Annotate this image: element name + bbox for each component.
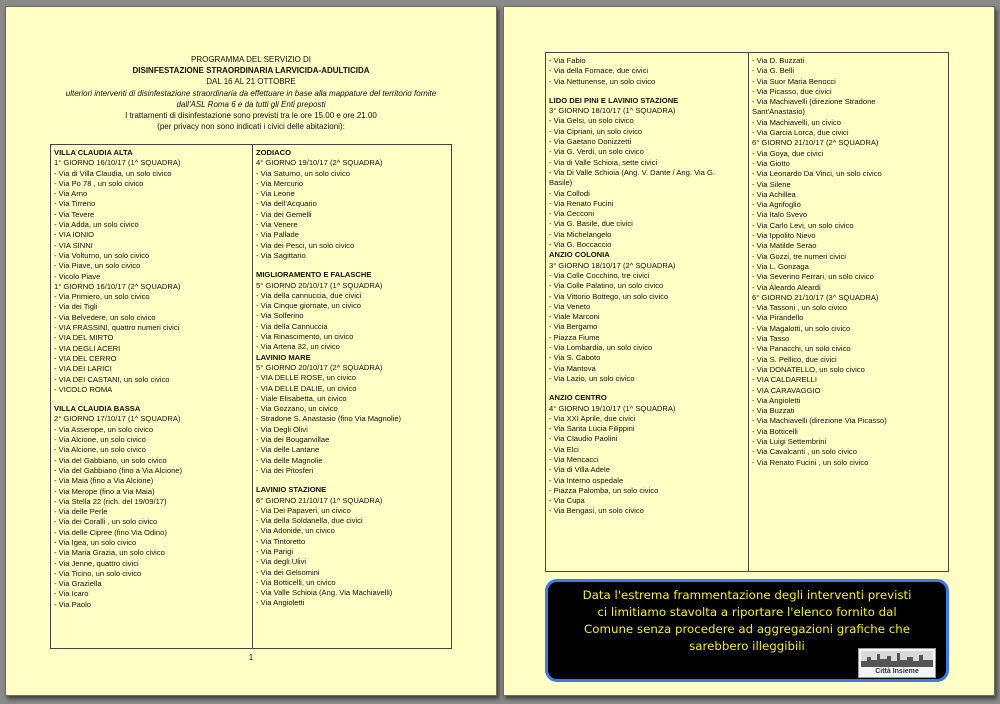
street-entry: - Via Leone — [256, 189, 295, 199]
street-entry: - Via Lazio, un solo civico — [549, 373, 635, 383]
street-entry: - Via delle Lantane — [256, 445, 320, 455]
street-entry: - Via Carlo Levi, un solo civico — [752, 220, 854, 230]
street-entry: - Via Parigi — [256, 546, 294, 556]
street-entry: - VICOLO ROMA — [54, 384, 113, 394]
street-entry: - Via Tirreno — [54, 199, 96, 209]
header-line: DAL 16 AL 21 OTTOBRE — [206, 77, 296, 87]
street-entry: 6° GIORNO 21/10/17 (3^ SQUADRA) — [752, 292, 879, 302]
street-entry: - Via Renato Fucini — [549, 198, 614, 208]
street-entry: - Via Alcione, un solo civico — [54, 445, 146, 455]
street-entry: - Via DONATELLO, un solo civico — [752, 364, 865, 374]
street-entry: - Via Tevere — [54, 209, 95, 219]
street-entry: - Via di Villa Claudia, un solo civico — [54, 168, 172, 178]
street-entry: - Via Bengasi, un solo civico — [549, 506, 644, 516]
area-heading: LIDO DEI PINI E LAVINIO STAZIONE — [549, 95, 679, 105]
street-entry: - Via Icaro — [54, 589, 89, 599]
street-entry: - Via Tasso — [752, 334, 790, 344]
street-entry: - Via Dei Papaveri, un civico — [256, 505, 351, 515]
street-entry: - Via Severino Ferrari, un solo civico — [752, 272, 874, 282]
street-entry: - Via Lombardia, un solo civico — [549, 343, 653, 353]
notice-line: Comune senza procedere ad aggregazioni grafiche che — [584, 622, 910, 636]
street-entry: - Via Italo Svevo — [752, 210, 808, 220]
street-entry: - VIA DELLE DALIE, un civico — [256, 383, 357, 393]
street-entry: - Via Interno ospedale — [549, 475, 624, 485]
street-entry: - Via Cavalcanti , un solo civico — [752, 447, 857, 457]
street-entry: - Via Buzzati — [752, 406, 795, 416]
area-heading: LAVINIO STAZIONE — [256, 485, 327, 495]
street-entry: - Via di Villa Adele — [549, 465, 610, 475]
street-entry: - Via Maia (fino a Via Alcione) — [54, 476, 154, 486]
street-entry: - Via Giotto — [752, 158, 790, 168]
street-entry: - Via Sagittario — [256, 250, 306, 260]
street-entry: 3° GIORNO 18/10/17 (2^ SQUADRA) — [549, 260, 676, 270]
document-page-left — [5, 6, 497, 696]
street-entry: - Via Cinque giornate, un civico — [256, 301, 361, 311]
street-entry: - Via Aleardo Aleardi — [752, 282, 821, 292]
street-entry: - Via Saturno, un solo civico — [256, 168, 350, 178]
street-entry: - Via Gaetano Donizzetti — [549, 137, 632, 147]
schedule-column-right — [252, 145, 453, 648]
street-entry: - Via della cannuccia, due civici — [256, 290, 362, 300]
street-entry: - Via Solferino — [256, 311, 304, 321]
street-entry: - VIA CARAVAGGIO — [752, 385, 821, 395]
street-entry: - Via Stella 22 (rich. del 19/09/17) — [54, 496, 167, 506]
street-entry: - Via Machiavelli (direzione Via Picasso) — [752, 416, 887, 426]
street-entry: - Via delle Cipree (fino Via Odino) — [54, 527, 167, 537]
street-entry: - VIA DEI CASTANI, un solo civico — [54, 374, 170, 384]
street-entry: - Via dei Gemelli — [256, 209, 312, 219]
street-entry: - Via Artena 32, un civico — [256, 342, 340, 352]
street-entry: - Via Merope (fino a Via Maia) — [54, 486, 155, 496]
document-page-right — [503, 6, 995, 696]
street-entry: - Via Primiero, un solo civico — [54, 292, 150, 302]
spacer — [54, 395, 249, 404]
notice-line: sarebbero illeggibili — [689, 639, 805, 653]
street-entry: - Via Adda, un solo civico — [54, 220, 139, 230]
street-entry: - Via Cecconi — [549, 209, 595, 219]
street-entry: - Via Renato Fucini , un solo civico — [752, 457, 869, 467]
header-line: DISINFESTAZIONE STRAORDINARIA LARVICIDA-ADULTICIDA — [132, 66, 370, 76]
street-entry: - Stradone S. Anastasio (fino Via Magnolie) — [256, 414, 402, 424]
notice-line: Data l'estrema frammentazione degli interventi previsti — [582, 588, 912, 602]
city-skyline-icon — [861, 651, 933, 667]
street-entry: 1° GIORNO 16/10/17 (1^ SQUADRA) — [54, 158, 181, 168]
street-entry: - Via dei Gelsomini — [256, 567, 320, 577]
street-entry: - Piazza Palomba, un solo civico — [549, 485, 659, 495]
street-entry: - Via Botticelli, un civico — [256, 577, 336, 587]
street-entry: - Vicolo Piave — [54, 271, 101, 281]
street-entry: - Via G. Boccaccio — [549, 240, 612, 250]
notice-box — [545, 579, 949, 682]
street-entry: - Via Colle Palatino, un solo civico — [549, 281, 664, 291]
street-entry: - VIA DELLE ROSE, un civico — [256, 373, 357, 383]
area-heading: VILLA CLAUDIA ALTA — [54, 148, 133, 157]
area-heading: MIGLIORAMENTO E FALASCHE — [256, 270, 372, 280]
notice-text — [558, 587, 936, 655]
street-entry: - Via Leonardo Da Vinci, un solo civico — [752, 169, 882, 179]
street-entry: - Via della Cannuccia — [256, 321, 328, 331]
street-entry: - Via Agrifoglio — [752, 200, 801, 210]
street-entry: - VIA IONIO — [54, 230, 95, 240]
street-entry: - Via Veneto — [549, 301, 591, 311]
street-entry: - Via Silene — [752, 179, 791, 189]
street-entry: - Via G. Verdi, un solo civico — [549, 147, 644, 157]
street-entry: - Via Collodi — [549, 188, 590, 198]
street-entry: - Via XXI Aprile, due civici — [549, 413, 636, 423]
street-entry: - Via Suor Maria Benocci — [752, 76, 836, 86]
schedule-column-right — [748, 53, 950, 571]
street-entry: - Via Goya, due civici — [752, 148, 824, 158]
street-entry: - Viale Elisabetta, un civico — [256, 393, 347, 403]
area-heading: VILLA CLAUDIA BASSA — [54, 404, 141, 414]
area-heading: ANZIO CENTRO — [549, 393, 607, 403]
street-entry: - Via Alcione, un solo civico — [54, 435, 146, 445]
street-entry: - Via Gelsi, un solo civico — [549, 116, 634, 126]
notice-line: ci limitiamo stavolta a riportare l'elenco fornito dal — [597, 605, 897, 619]
street-entry: - Via Asserope, un solo civico — [54, 424, 154, 434]
street-entry: - VIA DEGLI ACERI — [54, 343, 121, 353]
street-entry: 6° GIORNO 21/10/17 (2^ SQUADRA) — [752, 138, 879, 148]
street-entry: - Via della Soldanella, due civici — [256, 516, 363, 526]
street-entry: - Via della Fornace, due civici — [549, 66, 649, 76]
street-entry: - Via Elci — [549, 444, 579, 454]
area-heading: ZODIACO — [256, 148, 292, 157]
street-entry: - Via Garcia Lorca, due civici — [752, 128, 849, 138]
street-entry: Sant'Anastasio) — [752, 107, 805, 117]
street-entry: - Via S. Caboto — [549, 353, 601, 363]
header-line: (per privacy non sono indicati i civici delle abitazioni): — [157, 122, 345, 132]
street-entry: - Via dei Pitosferi — [256, 465, 314, 475]
street-entry: - Via Graziella — [54, 579, 102, 589]
header-line: PROGRAMMA DEL SERVIZIO DI — [190, 55, 312, 64]
street-entry: - Via Angioletti — [256, 598, 305, 608]
street-entry: - Via del Gabbiano, un solo civico — [54, 455, 167, 465]
street-entry: 2° GIORNO 17/10/17 (1^ SQUADRA) — [54, 414, 181, 424]
citta-insieme-logo — [858, 648, 936, 678]
street-entry: - Via Ticino, un solo civico — [54, 568, 142, 578]
street-entry: - Via Gozzano, un civico — [256, 404, 338, 414]
street-entry: - Via Belvedere, un solo civico — [54, 312, 156, 322]
street-entry: - Via Colle Cocchino, tre civici — [549, 270, 650, 280]
document-header — [26, 54, 476, 132]
street-entry: - Via Machiavelli (direzione Stradone — [752, 97, 876, 107]
street-entry: - Via D. Buzzati — [752, 56, 805, 65]
street-entry: - Via Magalotti, un solo civico — [752, 323, 851, 333]
header-line: ulteriori interventi di disinfestazione straordinaria da effettuare in base alla mappature del territorio fornite — [65, 88, 437, 98]
street-entry: - Via degli Ulivi — [256, 557, 307, 567]
street-entry: 6° GIORNO 21/10/17 (1^ SQUADRA) — [256, 495, 383, 505]
street-entry: - VIA DEL MIRTO — [54, 333, 114, 343]
schedule-column-left — [51, 145, 252, 648]
street-entry: - Via Claudio Paolini — [549, 434, 618, 444]
street-entry: - Via Achillea — [752, 189, 796, 199]
street-entry: - Via Tintoretto — [256, 536, 306, 546]
street-entry: - Via Gozzi, tre numeri civici — [752, 251, 846, 261]
spacer — [549, 87, 745, 96]
street-entry: - VIA DEI LARICI — [54, 364, 112, 374]
street-entry: - VIA SINNI — [54, 240, 93, 250]
street-entry: - Via G. Basile, due civici — [549, 219, 633, 229]
street-entry: - Via Valle Schioia (Ang. Via Machiavelli) — [256, 588, 393, 598]
street-entry: - VIA DEL CERRO — [54, 353, 117, 363]
street-entry: - Via Cupa — [549, 496, 585, 506]
street-entry: - Via S. Pellico, due civici — [752, 354, 837, 364]
street-entry: 5° GIORNO 20/10/17 (2^ SQUADRA) — [256, 362, 383, 372]
street-entry: - Via Igea, un solo civico — [54, 537, 137, 547]
street-entry: - Via dei Coralli , un solo civico — [54, 517, 158, 527]
street-entry: - Via Panacchi, un solo civico — [752, 344, 851, 354]
street-entry: - Via Jenne, quattro civici — [54, 558, 139, 568]
street-entry: - Via Picasso, due civici — [752, 86, 832, 96]
street-entry: Basile) — [549, 178, 573, 188]
street-entry: - Via Adonide, un civico — [256, 526, 335, 536]
street-entry: - Via Fabio — [549, 56, 586, 65]
street-entry: - Via Mantova — [549, 363, 596, 373]
street-entry: - Via Matilde Serao — [752, 241, 817, 251]
street-entry: - Via delle Perle — [54, 507, 108, 517]
street-entry: - Via dei Pesci, un solo civico — [256, 240, 355, 250]
street-entry: - VIA FRASSINI, quattro numeri civici — [54, 323, 180, 333]
street-entry: - Via Rinascimento, un civico — [256, 332, 354, 342]
street-entry: - Via L. Gonzaga — [752, 261, 809, 271]
street-entry: 4° GIORNO 19/10/17 (1^ SQUADRA) — [549, 403, 676, 413]
street-entry: - Via dei Bouganvillae — [256, 435, 330, 445]
street-entry: - Via Bergamo — [549, 322, 598, 332]
street-entry: - Via dell'Acquario — [256, 199, 317, 209]
street-entry: - Via Ippolito Nievo — [752, 231, 816, 241]
logo-text: Città Insieme — [875, 668, 919, 675]
schedule-column-left — [546, 53, 748, 571]
street-entry: - Via Luigi Settembrini — [752, 436, 827, 446]
street-entry: 3° GIORNO 18/10/17 (1^ SQUADRA) — [549, 106, 676, 116]
street-entry: - Via Di Valle Schioia (Ang. V. Dante / Ang. Via G. — [549, 167, 716, 177]
street-entry: - Via G. Belli — [752, 66, 795, 76]
street-entry: 5° GIORNO 20/10/17 (1^ SQUADRA) — [256, 280, 383, 290]
area-heading: ANZIO COLONIA — [549, 250, 610, 260]
street-entry: - Via Tassoni , un solo civico — [752, 303, 848, 313]
street-entry: - Via Paolo — [54, 599, 92, 609]
street-entry: - Via del Gabbiano (fino a Via Alcione) — [54, 465, 183, 475]
street-entry: - Via Botticelli — [752, 426, 798, 436]
street-entry: - Via Michelangelo — [549, 229, 612, 239]
area-heading: LAVINIO MARE — [256, 352, 311, 362]
street-entry: - Via Santa Lucia Filippini — [549, 424, 635, 434]
street-entry: - Via Machiavelli, un civico — [752, 117, 841, 127]
street-entry: - Via Angioletti — [752, 395, 801, 405]
street-entry: - Via Cipriani, un solo civico — [549, 126, 643, 136]
street-entry: - Via Pallade — [256, 230, 299, 240]
schedule-table-right — [545, 52, 949, 572]
street-entry: - Via Po 78 , un solo civico — [54, 178, 144, 188]
header-line: I trattamenti di disinfestazione sono previsti tra le ore 15.00 e ore 21.00 — [125, 111, 377, 121]
street-entry: - Viale Marconi — [549, 312, 600, 322]
street-entry: - Via Volturno, un solo civico — [54, 250, 150, 260]
street-entry: 4° GIORNO 19/10/17 (2^ SQUADRA) — [256, 158, 383, 168]
spacer — [549, 384, 745, 393]
street-entry: - Via Arno — [54, 189, 88, 199]
street-entry: - VIA CALDARELLI — [752, 375, 817, 385]
street-entry: - Via Pirandello — [752, 313, 804, 323]
street-entry: - Via Mencacci — [549, 454, 599, 464]
spacer — [256, 476, 450, 485]
street-entry: 1° GIORNO 16/10/17 (2^ SQUADRA) — [54, 281, 181, 291]
street-entry: - Via dei Tigli — [54, 302, 98, 312]
spacer — [256, 261, 450, 270]
header-line: dall'ASL Roma 6 e da tutti gli Enti preposti — [176, 99, 326, 109]
street-entry: - Via Piave, un solo civico — [54, 261, 141, 271]
page-number: 1 — [248, 653, 254, 662]
street-entry: - Via delle Magnolie — [256, 455, 323, 465]
street-entry: - Piazza Fiume — [549, 332, 600, 342]
street-entry: - Via Mercurio — [256, 178, 304, 188]
street-entry: - Via Venere — [256, 220, 298, 230]
street-entry: - Via Vittorio Bottego, un solo civico — [549, 291, 669, 301]
street-entry: - Via Nettunense, un solo civico — [549, 76, 656, 86]
schedule-table-left — [50, 144, 452, 649]
street-entry: - Via Maria Grazia, un solo civico — [54, 548, 165, 558]
street-entry: - Via di Valle Schioia, sette civici — [549, 157, 658, 167]
street-entry: - Via Degli Olivi — [256, 424, 308, 434]
